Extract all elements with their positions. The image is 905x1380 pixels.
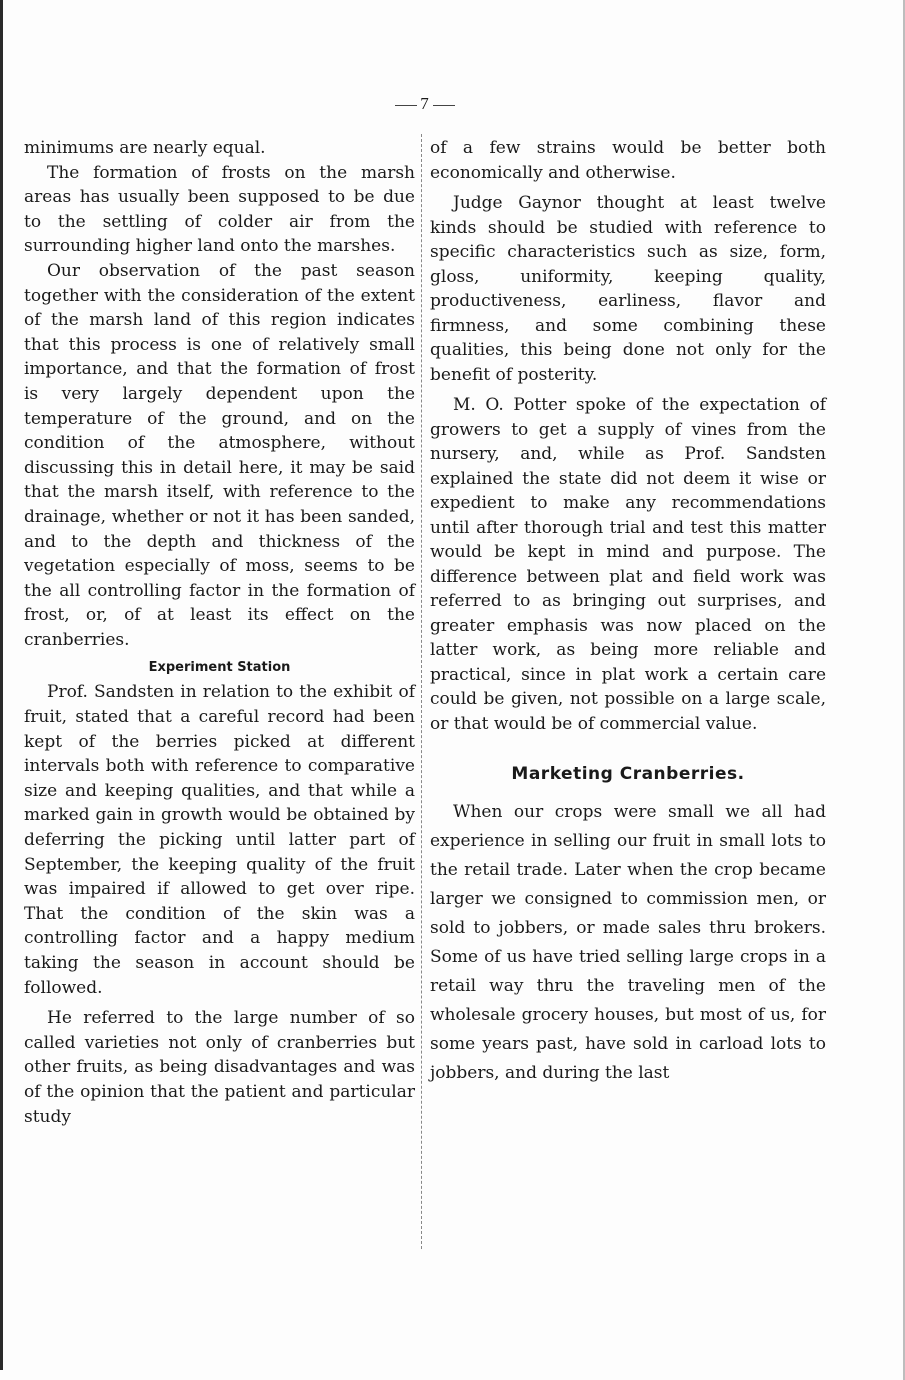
page-number: 7 — [380, 94, 470, 114]
right-paragraph-3: M. O. Potter spoke of the expectation of growers to get a supply of vines from the nursery, and, while as Prof. Sandsten explained the state did not deem it wise or expedient to make any recommendations until after thorough trial and test this matter would be kept in mind and purpose. The difference between plat and field work was referred to as bringing out surprises, and greater emphasis was now placed on the latter work, as being more reliable and practical, since in plat work a certain care could be given, not possible on a large scale, or that would be of commercial value. — [430, 395, 826, 734]
scan-border-left — [0, 0, 3, 1370]
left-paragraph-1: minimums are nearly equal. — [24, 138, 266, 158]
right-paragraph-1: of a few strains would be better both economically and otherwise. — [430, 138, 826, 183]
left-paragraph-4: Prof. Sandsten in relation to the exhibit of fruit, stated that a careful record had been kept of the berries picked at different intervals both with reference to comparative size and keeping qualities, and that while a marked gain in growth would be obtained by deferring the picking until latter part of September, the keeping quality of the fruit was impaired if allowed to get over ripe. That the condition of the skin was a controlling factor and a happy medium taking the season in account should be followed. — [24, 682, 415, 998]
left-paragraph-3: Our observation of the past season together with the consideration of the extent of the marsh land of this region indicates that this process is one of relatively small importance, and that the formation of frost is very largely dependent upon the temperature of the ground, and on the condition of the atmosphere, without discussing this in detail here, it may be said that the marsh itself, with reference to the drainage, whether or not it has been sanded, and to the depth and thickness of the vegetation especially of moss, seems to be the all controlling factor in the formation of frost, or, of at least its effect on the cranberries. — [24, 260, 415, 650]
left-paragraph-5: He referred to the large number of so called varieties not only of cranberries but other fruits, as being disadvantages and was of the opinion that the patient and particular study — [24, 1008, 415, 1127]
right-paragraph-2: Judge Gaynor thought at least twelve kinds should be studied with reference to specific characteristics such as size, form, gloss, uniformity, keeping quality, productiveness, earliness, flavor and firmness, and some combining these qualities, this being done not only for the benefit of posterity. — [430, 193, 826, 385]
left-column — [24, 136, 415, 1129]
section-heading-experiment-station: Experiment Station — [148, 660, 291, 676]
column-divider — [421, 134, 423, 1249]
right-paragraph-4: When our crops were small we all had experience in selling our fruit in small lots to the retail trade. Later when the crop became larger we consigned to commission men, or sold to jobbers, or made sales thru brokers. Some of us have tried selling large crops in a retail way thru the traveling men of the wholesale grocery houses, but most of us, for some years past, have sold in carload lots to jobbers, and during the last — [430, 802, 826, 1083]
section-heading-marketing: Marketing Cranberries. — [511, 764, 745, 784]
right-column — [430, 136, 826, 1088]
left-paragraph-2: The formation of frosts on the marsh areas has usually been supposed to be due to the settling of colder air from the surrounding higher land onto the marshes. — [24, 162, 415, 257]
